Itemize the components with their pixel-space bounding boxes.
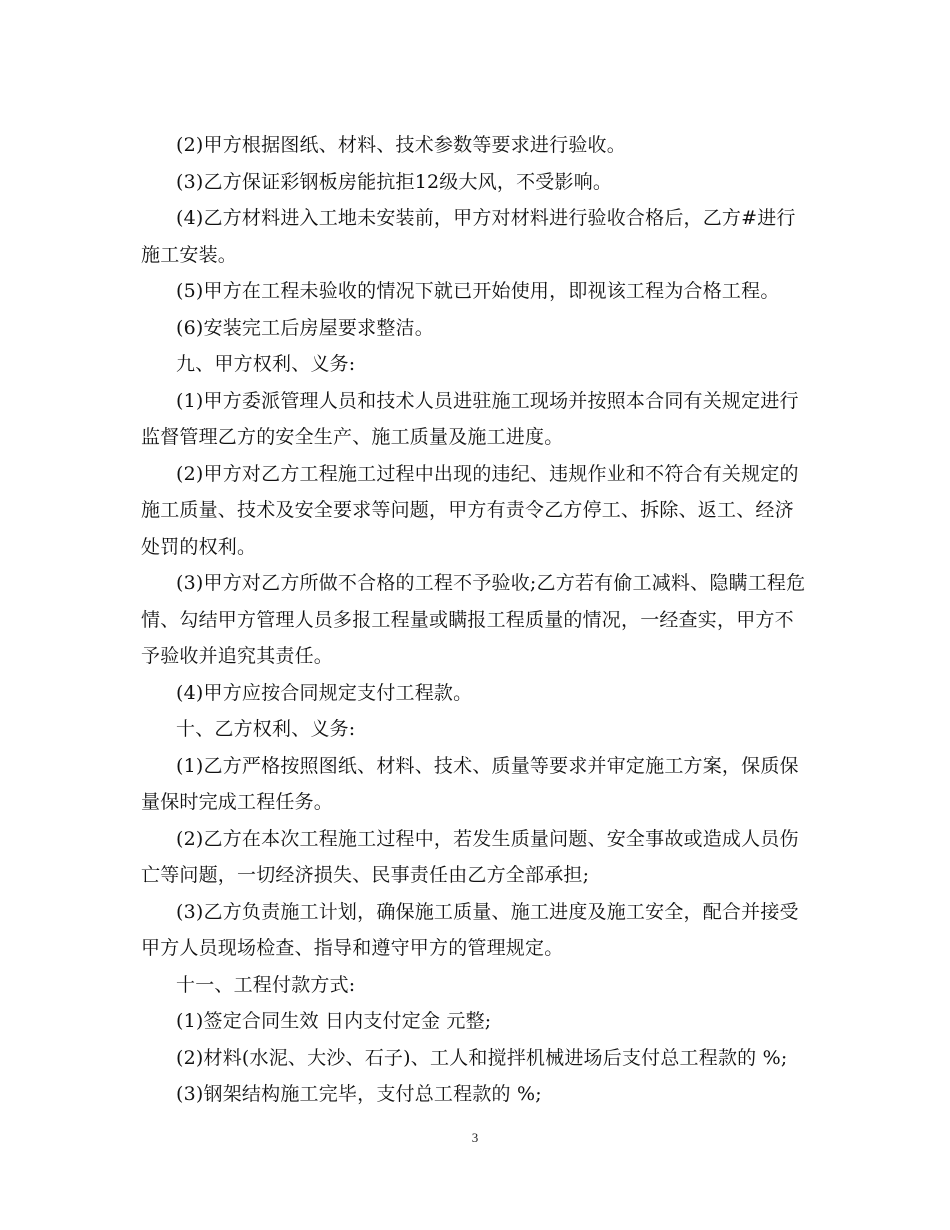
paragraph-material-payment: (2)材料(水泥、大沙、石子)、工人和搅拌机械进场后支付总工程款的 %; — [176, 1046, 788, 1069]
paragraph-party-a-nonacceptance: (3)甲方对乙方所做不合格的工程不予验收;乙方若有偷工减料、隐瞒工程危情、勾结甲方管理人员多报工程量或瞒报工程质量的情况，一经查实，甲方不予验收并追究其责任。 — [141, 572, 806, 667]
paragraph-steel-frame-payment: (3)钢架结构施工完毕，支付总工程款的 %; — [176, 1083, 542, 1105]
paragraph-cleanliness: (6)安装完工后房屋要求整洁。 — [176, 316, 434, 339]
paragraph-party-b-safety-cooperation: (3)乙方负责施工计划，确保施工质量、施工进度及施工安全，配合并接受甲方人员现场检查、指导和遵守甲方的管理规定。 — [141, 900, 799, 959]
paragraph-party-a-supervision: (1)甲方委派管理人员和技术人员进驻施工现场并按照本合同有关规定进行监督管理乙方的安全生产、施工质量及施工进度。 — [141, 389, 799, 448]
document-body — [141, 127, 811, 1113]
paragraph-deposit-payment: (1)签定合同生效 日内支付定金 元整; — [176, 1010, 492, 1032]
paragraph-use-before-acceptance: (5)甲方在工程未验收的情况下就已开始使用，即视该工程为合格工程。 — [176, 280, 780, 302]
paragraph-party-a-penalty-rights: (2)甲方对乙方工程施工过程中出现的违纪、违规作业和不符合有关规定的施工质量、技术及安全要求等问题，甲方有责令乙方停工、拆除、返工、经济处罚的权利。 — [141, 462, 799, 558]
page-number: 3 — [471, 1130, 479, 1145]
section-heading-payment-method: 十一、工程付款方式: — [176, 973, 356, 996]
section-heading-party-b-rights: 十、乙方权利、义务: — [176, 718, 356, 740]
paragraph-wind-resistance: (3)乙方保证彩钢板房能抗拒12级大风，不受影响。 — [176, 170, 613, 193]
paragraph-inspection-by-party-a: (2)甲方根据图纸、材料、技术参数等要求进行验收。 — [176, 134, 626, 156]
paragraph-party-a-payment: (4)甲方应按合同规定支付工程款。 — [176, 681, 473, 704]
section-heading-party-a-rights: 九、甲方权利、义务: — [176, 353, 356, 375]
paragraph-party-b-construction-plan: (1)乙方严格按照图纸、材料、技术、质量等要求并审定施工方案，保质保量保时完成工程任务。 — [141, 754, 799, 813]
paragraph-party-b-liability: (2)乙方在本次工程施工过程中，若发生质量问题、安全事故或造成人员伤亡等问题，一切经济损失、民事责任由乙方全部承担; — [141, 827, 799, 886]
paragraph-material-acceptance: (4)乙方材料进入工地未安装前，甲方对材料进行验收合格后，乙方#进行施工安装。 — [141, 207, 796, 266]
